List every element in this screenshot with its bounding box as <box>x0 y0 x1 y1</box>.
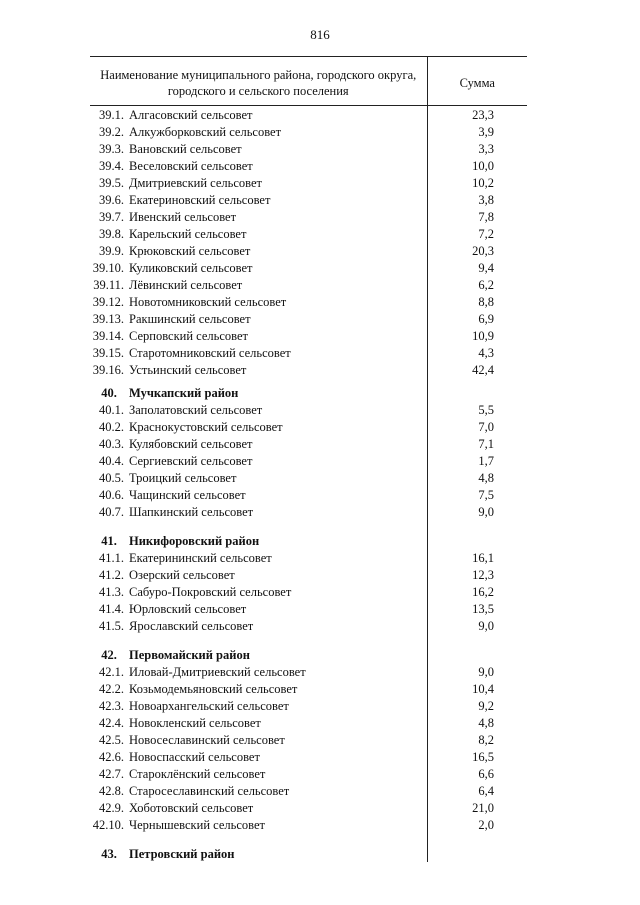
row-sum: 3,9 <box>427 123 527 140</box>
table-row <box>90 225 527 242</box>
table-row <box>90 663 527 680</box>
row-sum: 23,3 <box>427 106 527 124</box>
row-number: 41.1. <box>99 551 124 565</box>
row-name: Троицкий сельсовет <box>129 471 237 485</box>
table-row <box>90 418 527 435</box>
row-sum: 7,2 <box>427 225 527 242</box>
row-name: Вановский сельсовет <box>129 142 242 156</box>
row-name: Екатериновский сельсовет <box>129 193 271 207</box>
row-name: Дмитриевский сельсовет <box>129 176 263 190</box>
row-number: 40.1. <box>99 403 124 417</box>
row-number: 39.9. <box>99 244 124 258</box>
row-sum: 12,3 <box>427 566 527 583</box>
table-row <box>90 583 527 600</box>
row-sum: 8,2 <box>427 731 527 748</box>
table-row <box>90 731 527 748</box>
row-sum: 16,1 <box>427 549 527 566</box>
row-name: Устьинский сельсовет <box>129 363 247 377</box>
row-sum: 6,2 <box>427 276 527 293</box>
row-sum: 4,8 <box>427 714 527 731</box>
row-number: 41.5. <box>99 619 124 633</box>
row-name: Новотомниковский сельсовет <box>129 295 287 309</box>
row-number: 39.1. <box>99 108 124 122</box>
row-number: 42.7. <box>99 767 124 781</box>
row-number: 39.12. <box>92 295 124 309</box>
table-row <box>90 208 527 225</box>
row-sum: 5,5 <box>427 401 527 418</box>
row-name: Заполатовский сельсовет <box>129 403 263 417</box>
row-name: Петровский район <box>129 847 235 861</box>
table-row <box>90 327 527 344</box>
row-sum: 9,0 <box>427 663 527 680</box>
table-body <box>90 106 527 863</box>
row-name: Куликовский сельсовет <box>129 261 253 275</box>
row-sum: 7,1 <box>427 435 527 452</box>
table-row <box>90 469 527 486</box>
table-row <box>90 503 527 520</box>
row-number: 41. <box>101 534 117 548</box>
row-name: Козьмодемьяновский сельсовет <box>129 682 298 696</box>
table-row <box>90 157 527 174</box>
table-row <box>90 748 527 765</box>
row-name: Лёвинский сельсовет <box>129 278 243 292</box>
row-number: 39.5. <box>99 176 124 190</box>
row-number: 40. <box>101 386 117 400</box>
row-number: 40.4. <box>99 454 124 468</box>
header-sum-column: Сумма <box>427 57 527 106</box>
table-row <box>90 401 527 418</box>
row-number: 42.2. <box>99 682 124 696</box>
row-name: Краснокустовский сельсовет <box>129 420 283 434</box>
row-name: Екатерининский сельсовет <box>129 551 272 565</box>
row-sum: 1,7 <box>427 452 527 469</box>
table-row <box>90 344 527 361</box>
row-number: 42.9. <box>99 801 124 815</box>
row-number: 42. <box>101 648 117 662</box>
row-name: Ивенский сельсовет <box>129 210 237 224</box>
row-sum: 16,2 <box>427 583 527 600</box>
table-row <box>90 242 527 259</box>
row-number: 39.8. <box>99 227 124 241</box>
row-sum: 20,3 <box>427 242 527 259</box>
row-sum: 7,5 <box>427 486 527 503</box>
row-name: Крюковский сельсовет <box>129 244 251 258</box>
table-row <box>90 617 527 634</box>
row-name: Новокленский сельсовет <box>129 716 261 730</box>
table-row <box>90 106 527 124</box>
table-row <box>90 310 527 327</box>
row-number: 42.5. <box>99 733 124 747</box>
row-sum: 9,4 <box>427 259 527 276</box>
row-name: Сабуро-Покровский сельсовет <box>129 585 292 599</box>
table-row <box>90 293 527 310</box>
row-name: Мучкапский район <box>129 386 239 400</box>
row-sum: 10,2 <box>427 174 527 191</box>
table-row <box>90 174 527 191</box>
row-sum: 6,4 <box>427 782 527 799</box>
row-name: Новоспасский сельсовет <box>129 750 260 764</box>
row-name: Никифоровский район <box>129 534 260 548</box>
table-row <box>90 276 527 293</box>
row-number: 42.4. <box>99 716 124 730</box>
table-row <box>90 799 527 816</box>
row-name: Озерский сельсовет <box>129 568 235 582</box>
table-row <box>90 782 527 799</box>
row-sum: 9,0 <box>427 617 527 634</box>
table-row <box>90 361 527 378</box>
row-number: 39.14. <box>92 329 124 343</box>
row-sum: 10,9 <box>427 327 527 344</box>
row-sum: 7,8 <box>427 208 527 225</box>
row-name: Карельский сельсовет <box>129 227 247 241</box>
row-name: Алкужборковский сельсовет <box>129 125 282 139</box>
row-name: Хоботовский сельсовет <box>129 801 254 815</box>
row-sum: 6,9 <box>427 310 527 327</box>
row-number: 39.16. <box>92 363 124 377</box>
table-row <box>90 714 527 731</box>
allocation-table <box>90 56 527 862</box>
district-row <box>90 526 527 549</box>
row-number: 42.10. <box>92 818 124 832</box>
district-row <box>90 839 527 862</box>
row-number: 39.11. <box>93 278 124 292</box>
row-name: Староклёнский сельсовет <box>129 767 266 781</box>
row-name: Шапкинский сельсовет <box>129 505 254 519</box>
row-number: 39.15. <box>92 346 124 360</box>
row-number: 42.1. <box>99 665 124 679</box>
row-sum: 4,8 <box>427 469 527 486</box>
row-number: 40.5. <box>99 471 124 485</box>
table-row <box>90 765 527 782</box>
row-sum <box>427 378 527 401</box>
row-name: Чернышевский сельсовет <box>129 818 265 832</box>
district-row <box>90 640 527 663</box>
row-name: Серповский сельсовет <box>129 329 249 343</box>
row-number: 39.10. <box>92 261 124 275</box>
table-row <box>90 486 527 503</box>
row-number: 40.2. <box>99 420 124 434</box>
row-name: Кулябовский сельсовет <box>129 437 253 451</box>
row-name: Сергиевский сельсовет <box>129 454 253 468</box>
table-row <box>90 680 527 697</box>
row-sum: 7,0 <box>427 418 527 435</box>
row-number: 39.4. <box>99 159 124 173</box>
table-row <box>90 600 527 617</box>
row-number: 43. <box>101 847 117 861</box>
row-sum: 2,0 <box>427 816 527 833</box>
row-number: 41.3. <box>99 585 124 599</box>
row-name: Новосеславинский сельсовет <box>129 733 285 747</box>
row-name: Новоархангельский сельсовет <box>129 699 289 713</box>
row-name: Старосеславинский сельсовет <box>129 784 290 798</box>
table-row <box>90 259 527 276</box>
table-row <box>90 191 527 208</box>
row-number: 40.6. <box>99 488 124 502</box>
table-row <box>90 123 527 140</box>
row-sum <box>427 526 527 549</box>
row-name: Алгасовский сельсовет <box>129 108 253 122</box>
row-sum <box>427 839 527 862</box>
row-number: 42.3. <box>99 699 124 713</box>
row-name: Старотомниковский сельсовет <box>129 346 291 360</box>
row-name: Первомайский район <box>129 648 250 662</box>
row-number: 40.7. <box>99 505 124 519</box>
table-row <box>90 549 527 566</box>
table-header-row <box>90 57 527 106</box>
page-number: 816 <box>310 27 330 42</box>
row-sum: 9,2 <box>427 697 527 714</box>
row-name: Юрловский сельсовет <box>129 602 247 616</box>
table-row <box>90 697 527 714</box>
table-row <box>90 452 527 469</box>
row-number: 41.2. <box>99 568 124 582</box>
row-sum: 16,5 <box>427 748 527 765</box>
row-sum <box>427 640 527 663</box>
table-row <box>90 435 527 452</box>
row-sum: 9,0 <box>427 503 527 520</box>
row-sum: 21,0 <box>427 799 527 816</box>
row-number: 42.8. <box>99 784 124 798</box>
row-number: 41.4. <box>99 602 124 616</box>
row-sum: 3,3 <box>427 140 527 157</box>
row-number: 42.6. <box>99 750 124 764</box>
row-name: Веселовский сельсовет <box>129 159 253 173</box>
row-sum: 3,8 <box>427 191 527 208</box>
row-name: Чащинский сельсовет <box>129 488 246 502</box>
district-row <box>90 378 527 401</box>
row-sum: 6,6 <box>427 765 527 782</box>
row-sum: 10,4 <box>427 680 527 697</box>
row-sum: 42,4 <box>427 361 527 378</box>
header-name-column: Наименование муниципального района, городского округа, городского и сельского поселения <box>90 57 427 106</box>
row-number: 39.2. <box>99 125 124 139</box>
row-name: Ярославский сельсовет <box>129 619 254 633</box>
row-sum: 10,0 <box>427 157 527 174</box>
table-row <box>90 816 527 833</box>
row-sum: 13,5 <box>427 600 527 617</box>
row-number: 39.13. <box>92 312 124 326</box>
row-name: Ракшинский сельсовет <box>129 312 251 326</box>
row-number: 39.7. <box>99 210 124 224</box>
table-row <box>90 566 527 583</box>
row-name: Иловай-Дмитриевский сельсовет <box>129 665 306 679</box>
row-number: 40.3. <box>99 437 124 451</box>
row-number: 39.6. <box>99 193 124 207</box>
row-sum: 4,3 <box>427 344 527 361</box>
row-sum: 8,8 <box>427 293 527 310</box>
row-number: 39.3. <box>99 142 124 156</box>
table-row <box>90 140 527 157</box>
